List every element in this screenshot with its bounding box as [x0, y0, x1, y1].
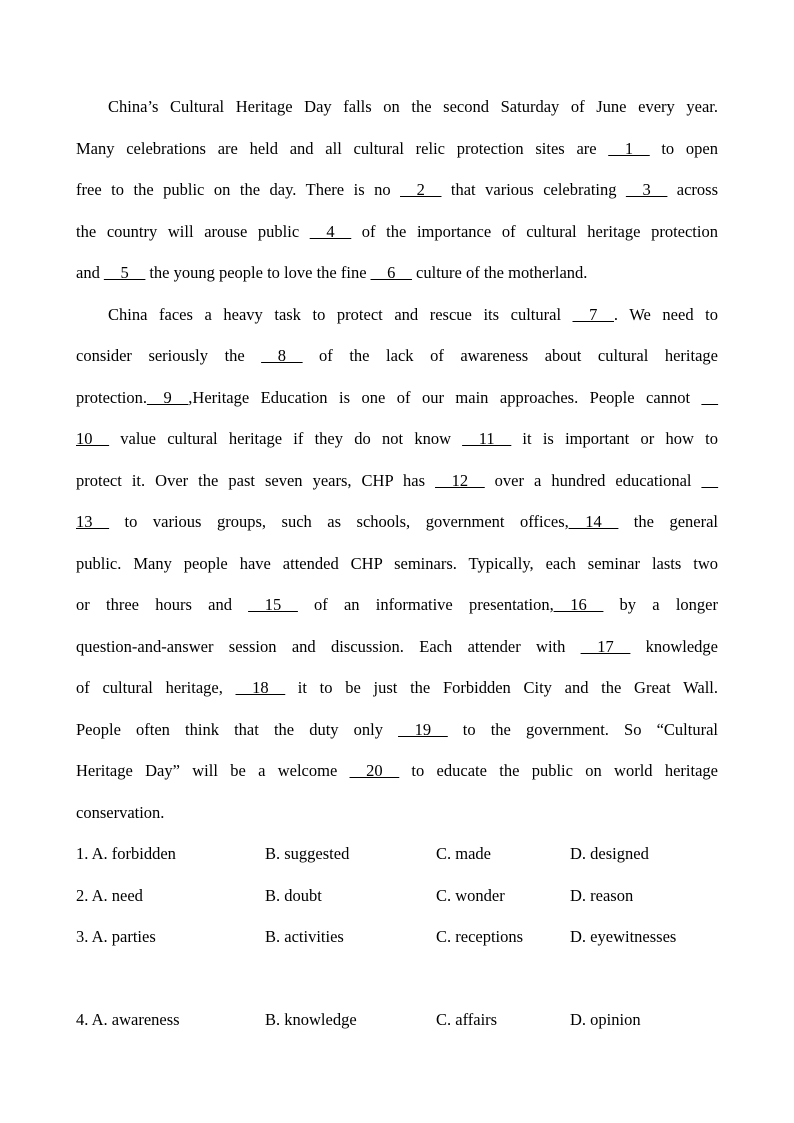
blank-number: __16__ — [553, 595, 604, 614]
question-row — [76, 833, 718, 875]
passage-text: consider seriously the — [76, 346, 262, 365]
blank-number: __7__ — [572, 304, 614, 324]
option-d: D. eyewitnesses — [570, 927, 677, 946]
option-b: B. activities — [265, 927, 344, 946]
option-c: C. made — [436, 844, 491, 863]
passage-text: culture of the motherland. — [411, 263, 588, 282]
passage-text: by a longer — [603, 595, 719, 614]
option-a: 3. A. parties — [76, 927, 156, 946]
passage-text: value cultural heritage if they do not know — [109, 429, 463, 448]
passage-text: the country will arouse public — [76, 221, 310, 241]
blank-number: __15__ — [248, 595, 298, 614]
option-b: B. doubt — [265, 885, 322, 905]
passage-text: to educate the public on world heritage — [399, 761, 718, 780]
passage-paragraph-2 — [76, 294, 718, 834]
passage-text: protection. — [76, 387, 148, 407]
blank-number: __17__ — [580, 636, 631, 656]
passage-text: Many celebrations are held and all cultural relic protection sites are — [76, 138, 609, 158]
passage-line — [76, 460, 718, 502]
blank-number: __2__ — [400, 180, 442, 199]
blank-number: __12__ — [435, 470, 485, 490]
passage-line — [76, 501, 718, 543]
passage-text: China faces a heavy task to protect and rescue its cultural — [108, 304, 573, 324]
option-c: C. wonder — [436, 885, 505, 905]
option-a: 4. A. awareness — [76, 1010, 180, 1029]
blank-number: __1__ — [608, 138, 650, 158]
passage-text: protect it. Over the past seven years, CHP has — [76, 470, 436, 490]
passage-line — [76, 211, 718, 253]
blank-number: 10__ — [76, 429, 109, 448]
passage-line — [76, 584, 718, 626]
passage-line — [76, 543, 718, 585]
passage-line — [76, 252, 718, 294]
passage-line — [76, 169, 718, 211]
passage-text: to open — [649, 138, 718, 158]
blank-number: __ — [701, 470, 719, 490]
passage-line — [76, 709, 718, 751]
passage-text: it is important or how to — [511, 429, 718, 448]
passage-line — [76, 667, 718, 709]
passage-text: of an informative presentation, — [297, 595, 554, 614]
blank-number: __6__ — [370, 263, 412, 282]
question-row — [76, 875, 718, 917]
passage-text: the young people to love the fine — [145, 263, 371, 282]
question-row — [76, 999, 718, 1041]
blank-number: __5__ — [103, 263, 146, 282]
passage-text: People often think that the duty only — [76, 719, 399, 739]
blank-number: __3__ — [626, 180, 668, 199]
passage-line — [76, 750, 718, 792]
passage-text: it to be just the Forbidden City and the Great Wall. — [285, 678, 718, 697]
document-page — [76, 86, 718, 1041]
passage-text: of the importance of cultural heritage protection — [351, 221, 718, 241]
passage-line — [76, 792, 718, 834]
passage-text: question-and-answer session and discussion. Each attender with — [76, 636, 581, 656]
blank-number: __4__ — [309, 221, 352, 241]
passage-line — [76, 335, 718, 377]
passage-line — [76, 294, 718, 336]
passage-line — [76, 377, 718, 419]
passage-line — [76, 626, 718, 668]
passage-text: ,Heritage Education is one of our main approaches. People cannot — [188, 387, 702, 407]
blank-number: __9__ — [147, 387, 189, 407]
passage-line — [76, 418, 718, 460]
passage-text: across — [667, 180, 718, 199]
passage-text: public. Many people have attended CHP seminars. Typically, each seminar lasts two — [76, 553, 718, 573]
option-a: 1. A. forbidden — [76, 844, 176, 863]
blank-number: 13__ — [76, 512, 109, 531]
passage-text: to the government. So “Cultural — [447, 719, 718, 739]
option-c: C. affairs — [436, 1010, 498, 1029]
option-d: D. reason — [570, 885, 634, 905]
option-b: B. suggested — [265, 844, 350, 863]
blank-number: __11__ — [462, 429, 512, 448]
blank-number: __8__ — [261, 346, 303, 365]
passage-text: of cultural heritage, — [76, 678, 236, 697]
answer-options — [76, 833, 718, 1041]
passage-text: knowledge — [630, 636, 718, 656]
option-d: D. opinion — [570, 1010, 641, 1029]
blank-number: __19__ — [398, 719, 448, 739]
passage-text: or three hours and — [76, 595, 249, 614]
option-a: 2. A. need — [76, 885, 143, 905]
blank-number: __14__ — [568, 512, 619, 531]
passage-text: of the lack of awareness about cultural heritage — [302, 346, 718, 365]
passage-paragraph-1 — [76, 86, 718, 294]
blank-number: __ — [701, 387, 718, 407]
option-d: D. designed — [570, 844, 649, 863]
option-c: C. receptions — [436, 927, 524, 946]
passage-line — [76, 128, 718, 170]
option-b: B. knowledge — [265, 1010, 357, 1029]
question-row — [76, 916, 718, 958]
passage-text: conservation. — [76, 802, 165, 822]
passage-text: . We need to — [613, 304, 718, 324]
passage-text: over a hundred educational — [484, 470, 702, 490]
passage-text: that various celebrating — [441, 180, 626, 199]
blank-number: __20__ — [349, 761, 400, 780]
passage-text: Heritage Day” will be a welcome — [76, 761, 350, 780]
blank-number: __18__ — [235, 678, 286, 697]
passage-text: to various groups, such as schools, government offices, — [109, 512, 569, 531]
passage-text: and — [76, 263, 104, 282]
passage-text: the general — [618, 512, 718, 531]
passage-text: free to the public on the day. There is no — [76, 180, 401, 199]
passage-line — [76, 86, 718, 128]
passage-text: China’s Cultural Heritage Day falls on the second Saturday of June every year. — [108, 97, 718, 116]
